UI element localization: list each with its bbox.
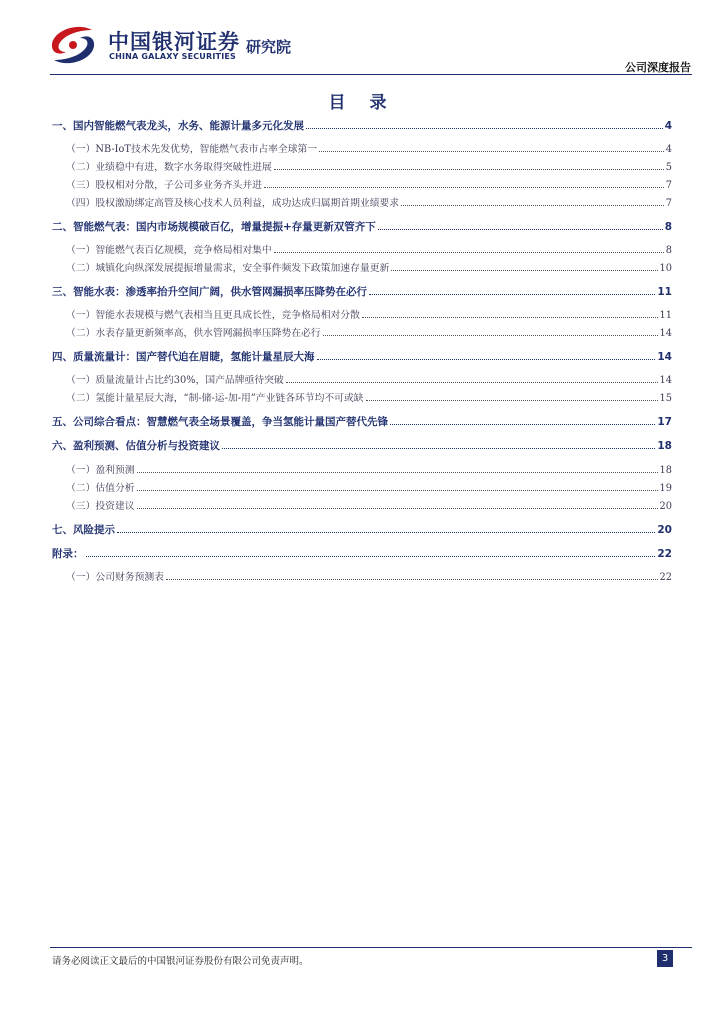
toc-entry-title: （二）业绩稳中有进，数字水务取得突破性进展 bbox=[66, 162, 272, 173]
toc-entry-title: （一）盈利预测 bbox=[66, 465, 135, 476]
toc-entry-title: 三、智能水表：渗透率抬升空间广阔，供水管网漏损率压降势在必行 bbox=[52, 286, 367, 298]
toc-entry-title: 附录： bbox=[52, 548, 84, 560]
report-type-label: 公司深度报告 bbox=[625, 61, 691, 74]
toc-subsection-entry[interactable] bbox=[52, 372, 672, 390]
toc-entry-page: 7 bbox=[665, 198, 672, 209]
toc-dot-leader bbox=[137, 489, 658, 491]
toc-section-entry[interactable] bbox=[52, 522, 672, 540]
toc-dot-leader bbox=[222, 447, 655, 449]
toc-subsection-entry[interactable] bbox=[52, 569, 672, 587]
toc-section-entry[interactable] bbox=[52, 284, 672, 302]
footer-disclaimer: 请务必阅读正文最后的中国银河证券股份有限公司免责声明。 bbox=[52, 956, 309, 967]
toc-subsection-entry[interactable] bbox=[52, 177, 672, 195]
toc-subsection-entry[interactable] bbox=[52, 195, 672, 213]
toc-dot-leader bbox=[274, 251, 664, 253]
toc-entry-page: 8 bbox=[665, 245, 672, 256]
toc-entry-page: 4 bbox=[665, 144, 672, 155]
toc-entry-title: 六、盈利预测、估值分析与投资建议 bbox=[52, 440, 220, 452]
toc-entry-title: （一）智能燃气表百亿规模，竞争格局相对集中 bbox=[66, 245, 272, 256]
toc-dot-leader bbox=[306, 127, 663, 129]
toc-entry-title: 七、风险提示 bbox=[52, 524, 115, 536]
toc-dot-leader bbox=[369, 293, 655, 295]
toc-entry-page: 18 bbox=[657, 440, 672, 452]
toc-subsection-entry[interactable] bbox=[52, 390, 672, 408]
toc-entry-title: 五、公司综合看点：智慧燃气表全场景覆盖，争当氢能计量国产替代先锋 bbox=[52, 416, 388, 428]
toc-section-entry[interactable] bbox=[52, 546, 672, 564]
toc-dot-leader bbox=[319, 150, 664, 152]
toc-dot-leader bbox=[317, 358, 656, 360]
toc-entry-title: （三）股权相对分散，子公司多业务齐头并进 bbox=[66, 180, 262, 191]
toc-subsection-entry[interactable] bbox=[52, 307, 672, 325]
toc-entry-page: 22 bbox=[657, 548, 672, 560]
toc-section-entry[interactable] bbox=[52, 349, 672, 367]
toc-entry-page: 22 bbox=[659, 572, 672, 583]
toc-dot-leader bbox=[323, 334, 658, 336]
toc-entry-title: （三）投资建议 bbox=[66, 501, 135, 512]
toc-section-entry[interactable] bbox=[52, 219, 672, 237]
toc-entry-title: （二）城镇化向纵深发展提振增量需求，安全事件频发下政策加速存量更新 bbox=[66, 263, 390, 274]
toc-entry-page: 11 bbox=[657, 286, 672, 298]
toc-section-entry[interactable] bbox=[52, 438, 672, 456]
toc-dot-leader bbox=[137, 507, 658, 509]
toc-entry-title: （四）股权激励绑定高管及核心技术人员利益，成功达成归属期首期业绩要求 bbox=[66, 198, 400, 209]
toc-entry-page: 20 bbox=[657, 524, 672, 536]
toc-entry-page: 19 bbox=[659, 483, 672, 494]
toc-subsection-entry[interactable] bbox=[52, 242, 672, 260]
toc-dot-leader bbox=[264, 186, 664, 188]
toc-section-entry[interactable] bbox=[52, 118, 672, 136]
toc-dot-leader bbox=[137, 471, 658, 473]
toc-entry-title: （一）质量流量计占比约30%，国产品牌亟待突破 bbox=[66, 375, 284, 386]
toc-entry-title: （一）公司财务预测表 bbox=[66, 572, 164, 583]
toc-entry-page: 14 bbox=[659, 328, 672, 339]
toc-entry-page: 10 bbox=[659, 263, 672, 274]
toc-entry-page: 7 bbox=[665, 180, 672, 191]
toc-subsection-entry[interactable] bbox=[52, 498, 672, 516]
toc-subsection-entry[interactable] bbox=[52, 260, 672, 278]
toc-title: 目 录 bbox=[328, 93, 396, 113]
page-number: 3 bbox=[657, 950, 673, 967]
header-divider bbox=[50, 74, 692, 75]
toc-entry-title: 二、智能燃气表：国内市场规模破百亿，增量提振+存量更新双管齐下 bbox=[52, 221, 376, 233]
brand-name-en: CHINA GALAXY SECURITIES bbox=[109, 52, 236, 61]
toc-entry-title: （一）智能水表规模与燃气表相当且更具成长性，竞争格局相对分散 bbox=[66, 310, 360, 321]
toc-dot-leader bbox=[391, 269, 657, 271]
toc-dot-leader bbox=[362, 316, 658, 318]
toc-dot-leader bbox=[86, 555, 656, 557]
toc-subsection-entry[interactable] bbox=[52, 159, 672, 177]
toc-entry-page: 18 bbox=[659, 465, 672, 476]
toc-entry-page: 17 bbox=[657, 416, 672, 428]
brand-name-cn: 中国银河证券 bbox=[108, 30, 240, 54]
toc-entry-title: 四、质量流量计：国产替代迫在眉睫，氢能计量星辰大海 bbox=[52, 351, 315, 363]
toc-entry-page: 5 bbox=[665, 162, 672, 173]
toc-entry-page: 14 bbox=[659, 375, 672, 386]
toc-subsection-entry[interactable] bbox=[52, 325, 672, 343]
toc-dot-leader bbox=[274, 168, 664, 170]
toc-entry-page: 11 bbox=[659, 310, 672, 321]
toc-dot-leader bbox=[166, 578, 658, 580]
toc-entry-page: 8 bbox=[664, 221, 672, 233]
toc-entry-title: （二）水表存量更新频率高，供水管网漏损率压降势在必行 bbox=[66, 328, 321, 339]
toc-dot-leader bbox=[117, 531, 655, 533]
toc-dot-leader bbox=[378, 228, 663, 230]
toc-entry-title: （二）氢能计量星辰大海，“制-储-运-加-用”产业链各环节均不可或缺 bbox=[66, 393, 364, 404]
toc-subsection-entry[interactable] bbox=[52, 480, 672, 498]
institute-label: 研究院 bbox=[246, 38, 292, 56]
toc-subsection-entry[interactable] bbox=[52, 141, 672, 159]
toc-dot-leader bbox=[366, 399, 658, 401]
toc-entry-title: （一）NB-IoT技术先发优势，智能燃气表市占率全球第一 bbox=[66, 144, 318, 155]
page-header bbox=[0, 0, 724, 78]
toc-entry-page: 15 bbox=[659, 393, 672, 404]
toc-subsection-entry[interactable] bbox=[52, 462, 672, 480]
toc-dot-leader bbox=[401, 204, 664, 206]
toc-entry-title: 一、国内智能燃气表龙头，水务、能源计量多元化发展 bbox=[52, 120, 304, 132]
toc-dot-leader bbox=[286, 381, 658, 383]
footer-divider bbox=[50, 947, 692, 948]
toc-entry-page: 14 bbox=[657, 351, 672, 363]
toc-section-entry[interactable] bbox=[52, 414, 672, 432]
toc-dot-leader bbox=[390, 423, 655, 425]
toc-entry-page: 4 bbox=[664, 120, 672, 132]
toc-entry-title: （二）估值分析 bbox=[66, 483, 135, 494]
toc-entry-page: 20 bbox=[659, 501, 672, 512]
galaxy-logo-icon bbox=[48, 24, 98, 66]
